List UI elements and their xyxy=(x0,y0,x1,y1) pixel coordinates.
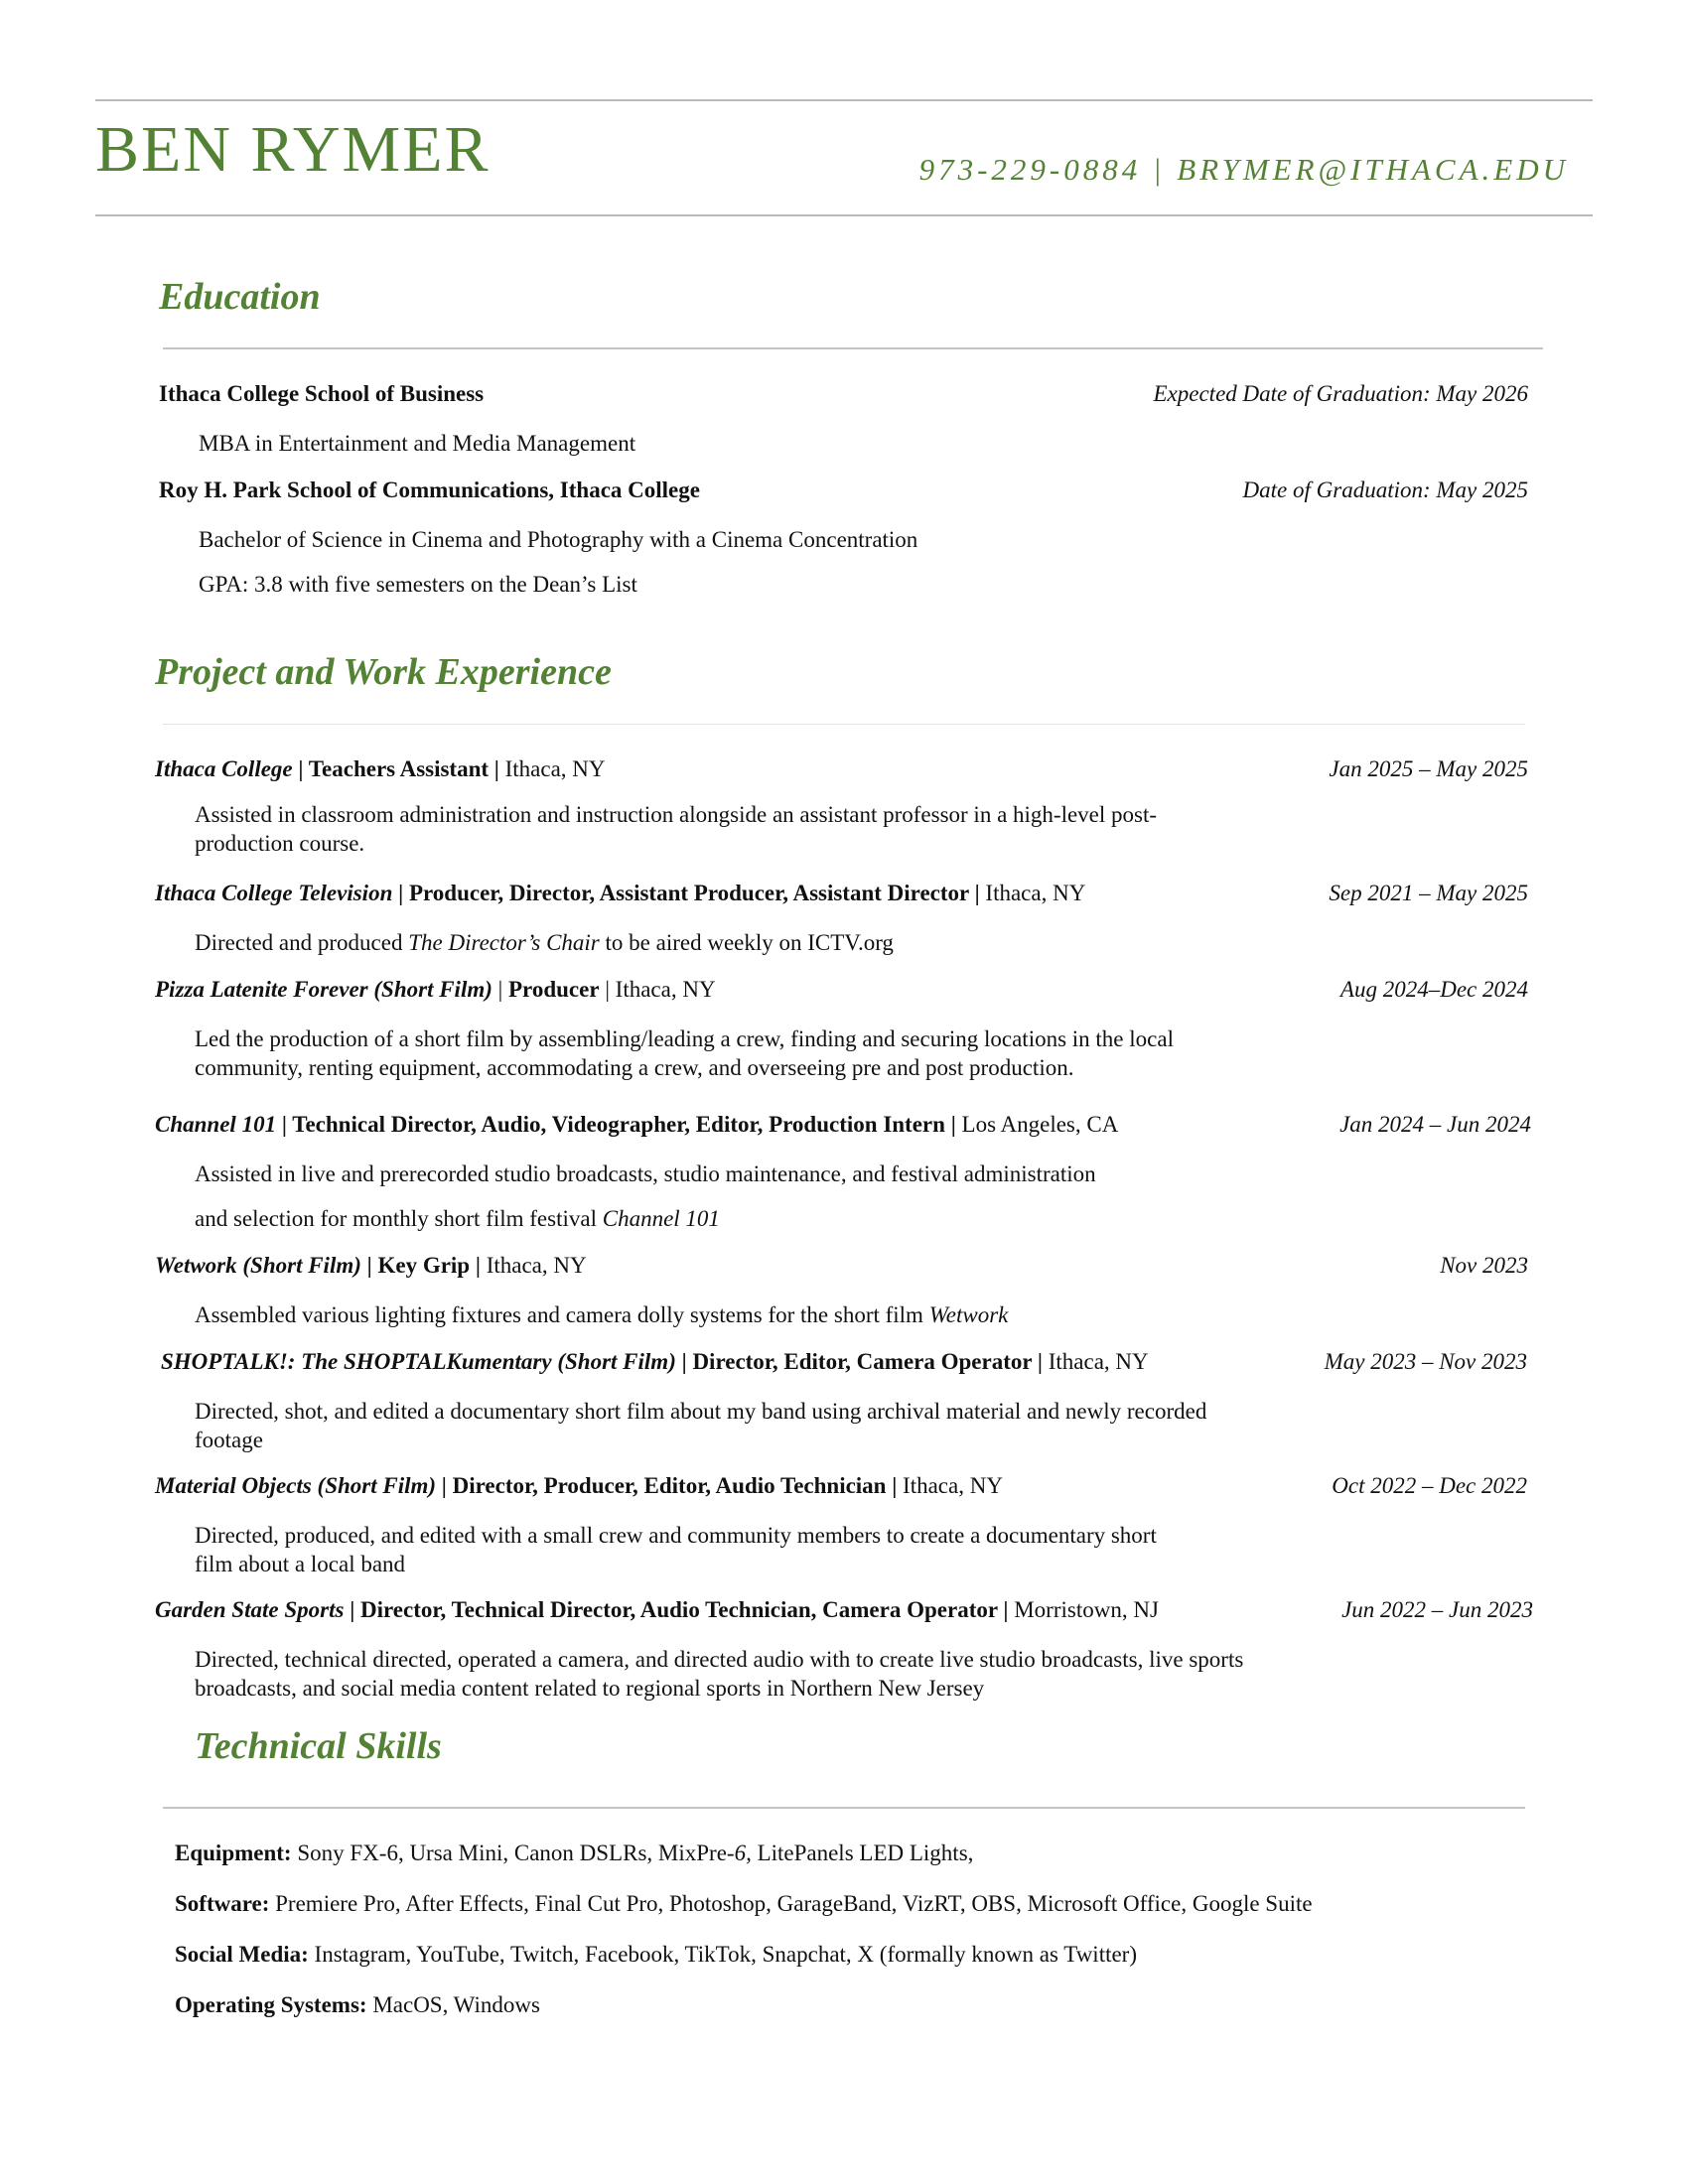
experience-desc-6: Directed, shot, and edited a documentary short film about my band using archival material and newly recorded footage xyxy=(195,1399,1207,1452)
experience-heading-2: Ithaca College Television | Producer, Director, Assistant Producer, Assistant Director | Ithaca, NY xyxy=(155,881,1086,905)
experience-date-2: Sep 2021 – May 2025 xyxy=(1329,881,1528,905)
experience-desc-1: Assisted in classroom administration and instruction alongside an assistant professor in a high-level post-production course. xyxy=(195,802,1158,856)
skill-operating-systems: Operating Systems: MacOS, Windows xyxy=(175,1992,540,2017)
skill-equipment: Equipment: Sony FX-6, Ursa Mini, Canon DSLRs, MixPre-6, LitePanels LED Lights, xyxy=(175,1841,974,1865)
contact-info: 973-229-0884 | BRYMER@ITHACA.EDU xyxy=(918,152,1569,187)
experience-heading-8: Garden State Sports | Director, Technical Director, Audio Technician, Camera Operator | Morristown, NJ xyxy=(155,1597,1159,1622)
experience-date-4: Jan 2024 – Jun 2024 xyxy=(1339,1112,1531,1137)
section-title-skills: Technical Skills xyxy=(195,1725,442,1767)
education-date-2: Date of Graduation: May 2025 xyxy=(1242,478,1528,502)
experience-heading-5: Wetwork (Short Film) | Key Grip | Ithaca, NY xyxy=(155,1253,587,1278)
skills-rule xyxy=(163,1807,1525,1809)
experience-heading-6: SHOPTALK!: The SHOPTALKumentary (Short Film) | Director, Editor, Camera Operator | Ithaca, NY xyxy=(161,1349,1149,1374)
section-title-education: Education xyxy=(159,276,321,318)
experience-heading-3: Pizza Latenite Forever (Short Film) | Producer | Ithaca, NY xyxy=(155,977,716,1002)
education-rule xyxy=(163,347,1543,349)
header-bottom-rule xyxy=(95,214,1593,216)
experience-rule xyxy=(163,724,1525,725)
experience-desc-4a: Assisted in live and prerecorded studio broadcasts, studio maintenance, and festival administration xyxy=(195,1161,1096,1186)
experience-date-1: Jan 2025 – May 2025 xyxy=(1329,756,1528,781)
education-detail-2b: GPA: 3.8 with five semesters on the Dean’s List xyxy=(199,572,637,597)
experience-date-7: Oct 2022 – Dec 2022 xyxy=(1332,1473,1527,1498)
experience-date-3: Aug 2024–Dec 2024 xyxy=(1339,977,1528,1002)
experience-desc-8: Directed, technical directed, operated a camera, and directed audio with to create live studio broadcasts, live sports broadcasts, and social media content related to regional sports in Northern New Jersey xyxy=(195,1647,1244,1701)
experience-date-8: Jun 2022 – Jun 2023 xyxy=(1341,1597,1533,1622)
experience-desc-2: Directed and produced The Director’s Chair to be aired weekly on ICTV.org xyxy=(195,930,894,955)
experience-heading-7: Material Objects (Short Film) | Director, Producer, Editor, Audio Technician | Ithaca, NY xyxy=(155,1473,1003,1498)
candidate-name: BEN RYMER xyxy=(95,113,491,186)
experience-desc-7: Directed, produced, and edited with a small crew and community members to create a documentary short film about a local band xyxy=(195,1523,1157,1576)
education-detail-2a: Bachelor of Science in Cinema and Photography with a Cinema Concentration xyxy=(199,527,918,552)
section-title-experience: Project and Work Experience xyxy=(155,651,612,693)
experience-desc-3: Led the production of a short film by assembling/leading a crew, finding and securing locations in the local community, renting equipment, accommodating a crew, and overseeing pre and post production. xyxy=(195,1026,1174,1080)
education-detail-1: MBA in Entertainment and Media Management xyxy=(199,431,636,456)
skill-software: Software: Premiere Pro, After Effects, Final Cut Pro, Photoshop, GarageBand, VizRT, OBS, Microsoft Office, Google Suite xyxy=(175,1891,1313,1916)
education-school-1: Ithaca College School of Business xyxy=(159,381,485,406)
experience-date-5: Nov 2023 xyxy=(1440,1253,1528,1278)
education-date-1: Expected Date of Graduation: May 2026 xyxy=(1153,381,1528,406)
experience-heading-1: Ithaca College | Teachers Assistant | Ithaca, NY xyxy=(155,756,606,781)
skill-social-media: Social Media: Instagram, YouTube, Twitch, Facebook, TikTok, Snapchat, X (formally known as Twitter) xyxy=(175,1942,1137,1967)
experience-desc-5: Assembled various lighting fixtures and camera dolly systems for the short film Wetwork xyxy=(195,1302,1009,1327)
header-top-rule xyxy=(95,99,1593,101)
experience-date-6: May 2023 – Nov 2023 xyxy=(1324,1349,1527,1374)
education-school-2: Roy H. Park School of Communications, Ithaca College xyxy=(159,478,700,502)
experience-desc-4b: and selection for monthly short film festival Channel 101 xyxy=(195,1206,720,1231)
experience-heading-4: Channel 101 | Technical Director, Audio, Videographer, Editor, Production Intern | Los Angeles, CA xyxy=(155,1112,1119,1137)
